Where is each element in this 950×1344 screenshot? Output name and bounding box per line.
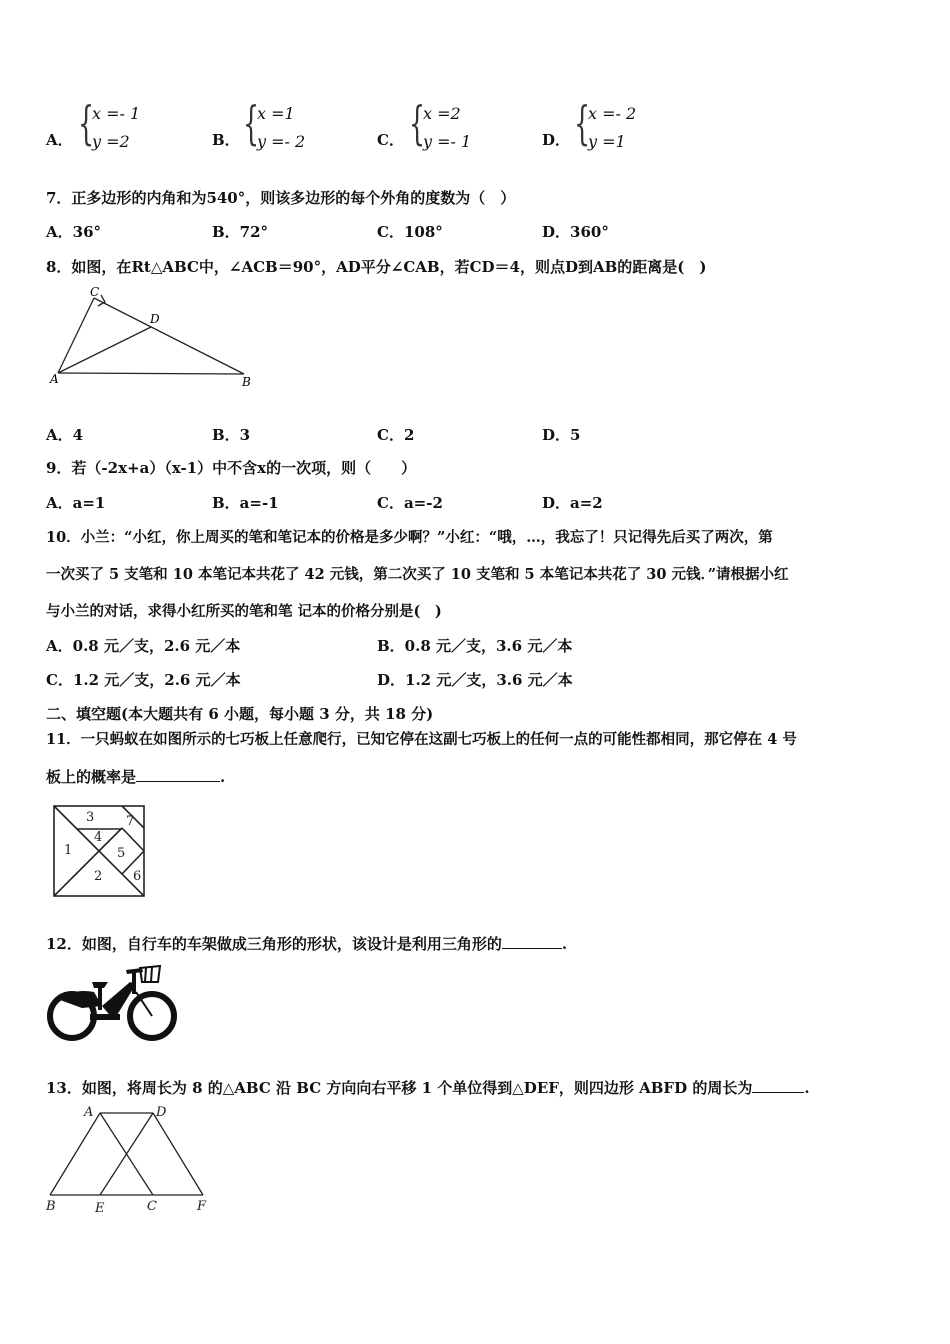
question-text: 板上的概率是: [46, 768, 137, 786]
q9-option-b: B．a=-1: [212, 494, 279, 512]
equation-line: x =- 2: [588, 104, 637, 123]
brace-icon: {: [78, 96, 95, 150]
side-cb: [94, 298, 244, 374]
question-period: .: [561, 935, 568, 953]
section-2-title: 二、填空题(本大题共有 6 小题，每小题 3 分，共 18 分): [46, 705, 434, 723]
tangram-figure: [50, 802, 150, 900]
brace-icon: {: [409, 96, 426, 150]
q10-option-d: D．1.2 元／支，3.6 元／本: [377, 671, 573, 689]
chain-guard: [90, 1014, 120, 1020]
side-df: [153, 1113, 203, 1195]
piece-6-label: 6: [133, 869, 142, 884]
question-7: 7．正多边形的内角和为540°，则该多边形的每个外角的度数为（ ）: [46, 189, 516, 207]
piece-5-label: 5: [117, 846, 126, 861]
head-tube: [132, 972, 136, 994]
q7-option-c: C．108°: [377, 223, 443, 241]
equation-line: x =1: [257, 104, 295, 123]
label-f: F: [197, 1199, 207, 1214]
equation-line: x =2: [423, 104, 461, 123]
side-ac: [58, 298, 94, 373]
q7-option-a: A．36°: [46, 223, 102, 241]
piece-1-label: 1: [64, 843, 73, 858]
q10-option-b: B．0.8 元／支，3.6 元／本: [377, 637, 573, 655]
bisector-ad: [58, 327, 151, 373]
q8-option-a: A．4: [46, 426, 84, 444]
q9-option-c: C．a=-2: [377, 494, 443, 512]
q7-option-b: B．72°: [212, 223, 269, 241]
label-c: C: [90, 286, 100, 299]
brace-icon: {: [243, 96, 260, 150]
option-label: C．: [377, 131, 404, 149]
q8-option-b: B．3: [212, 426, 251, 444]
q8-triangle-figure: [44, 286, 264, 392]
diagonal-partial: [54, 828, 122, 896]
piece-4-label: 4: [94, 830, 103, 845]
label-a: A: [50, 372, 59, 386]
label-b: B: [46, 1199, 56, 1214]
question-period: .: [220, 768, 226, 786]
question-10-line3: 与小兰的对话，求得小红所买的笔和笔 记本的价格分别是( ): [46, 603, 442, 620]
equation-line: y =1: [588, 132, 626, 151]
question-11-line2: [46, 766, 225, 787]
equation-line: y =2: [92, 132, 130, 151]
q9-option-d: D．a=2: [542, 494, 603, 512]
piece-3-label: 3: [86, 810, 95, 825]
answer-blank[interactable]: [752, 1092, 804, 1093]
q8-option-d: D．5: [542, 426, 581, 444]
q7-option-d: D．360°: [542, 223, 609, 241]
q10-option-c: C．1.2 元／支，2.6 元／本: [46, 671, 241, 689]
question-11-line1: 11．一只蚂蚁在如图所示的七巧板上任意爬行，已知它停在这副七巧板上的任何一点的可能性都相同，那它停在 4 号: [46, 731, 797, 748]
label-d: D: [150, 312, 160, 326]
option-label: D．: [542, 131, 571, 149]
option-label: A．: [46, 131, 73, 149]
label-e: E: [95, 1201, 105, 1216]
equation-line: y =- 2: [257, 132, 306, 151]
equation-line: x =- 1: [92, 104, 141, 123]
question-text: 12．如图，自行车的车架做成三角形的形状，该设计是利用三角形的: [46, 935, 502, 953]
question-10-line2: 一次买了 5 支笔和 10 本笔记本共花了 42 元钱，第二次买了 10 支笔和 5 本笔记本共花了 30 元钱．”请根据小红: [46, 566, 789, 583]
question-10-line1: 10．小兰：“小红，你上周买的笔和笔记本的价格是多少啊？”小红：“哦，…，我忘了！只记得先后买了两次，第: [46, 529, 773, 546]
question-text: 13．如图，将周长为 8 的△ABC 沿 BC 方向向右平移 1 个单位得到△DEF，则四边形 ABFD 的周长为: [46, 1079, 753, 1097]
piece-2-label: 2: [94, 869, 103, 884]
question-12: [46, 933, 567, 954]
bicycle-icon: [42, 962, 182, 1044]
q13-translation-figure: [42, 1100, 222, 1218]
answer-blank[interactable]: [502, 948, 562, 949]
question-9: 9．若（-2x+a）（x-1）中不含x的一次项，则（ ）: [46, 459, 417, 477]
q9-option-a: A．a=1: [46, 494, 106, 512]
option-label: B．: [212, 131, 240, 149]
label-d: D: [156, 1105, 167, 1120]
q10-option-a: A．0.8 元／支，2.6 元／本: [46, 637, 241, 655]
label-a: A: [84, 1105, 94, 1120]
answer-blank[interactable]: [136, 781, 220, 782]
question-8: 8．如图，在Rt△ABC中，∠ACB＝90°，AD平分∠CAB，若CD＝4，则点D到AB的距离是( ): [46, 258, 707, 276]
question-period: .: [804, 1079, 810, 1097]
seat-post: [98, 986, 102, 1010]
side-ab: [58, 373, 244, 374]
brace-icon: {: [574, 96, 591, 150]
label-b: B: [242, 375, 251, 389]
edge-piece-5: [122, 828, 144, 851]
question-13: [46, 1077, 810, 1098]
basket: [140, 966, 160, 982]
q8-option-c: C．2: [377, 426, 415, 444]
piece-7-label: 7: [126, 814, 135, 829]
side-ab: [50, 1113, 100, 1195]
equation-line: y =- 1: [423, 132, 472, 151]
label-c: C: [147, 1199, 157, 1214]
